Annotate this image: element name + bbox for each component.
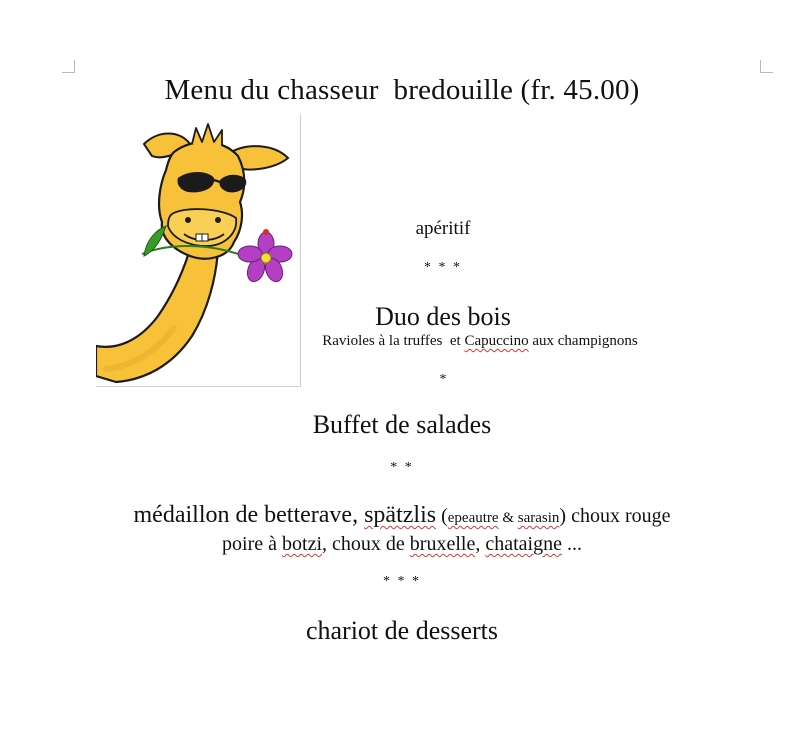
main-epeautre: epeautre <box>447 510 499 526</box>
separator-three-stars: * * * <box>424 260 462 275</box>
page-corner-mark-top-left <box>62 60 75 73</box>
main-paren-close: ) <box>559 505 567 527</box>
separator-two-stars: * * <box>390 460 414 475</box>
page-corner-mark-top-right <box>760 60 773 73</box>
course-aperitif: apéritif <box>415 218 471 239</box>
main2-chataigne: chataigne <box>485 533 562 555</box>
course-buffet-salades: Buffet de salades <box>312 410 492 439</box>
separator-one-star: * <box>439 372 447 387</box>
main-ampersand: & <box>498 510 518 526</box>
main-spatzlis: spätzlis <box>364 502 437 528</box>
camel-with-flower-drawing-icon <box>96 114 300 386</box>
main2-comma: , <box>475 533 486 555</box>
duo-description-text: Ravioles à la truffes et <box>322 333 465 349</box>
main-sarasin: sarasin <box>517 510 560 526</box>
main2-ellipsis: ... <box>561 533 582 555</box>
main-choux-rouge: choux rouge <box>566 505 671 527</box>
duo-description <box>300 333 660 350</box>
main-paren-open: ( <box>436 505 448 527</box>
course-main-line-1 <box>0 502 804 529</box>
separator-three-stars-2: * * * <box>383 574 421 589</box>
main2-bruxelle: bruxelle <box>409 533 476 555</box>
camel-illustration <box>96 114 301 387</box>
course-main-line-2 <box>0 533 804 556</box>
menu-title: Menu du chasseur bredouille (fr. 45.00) <box>164 74 640 106</box>
course-desserts: chariot de desserts <box>305 616 499 645</box>
main2-text-a: poire à <box>222 533 283 555</box>
duo-description-capuccino: Capuccino <box>464 333 529 349</box>
main2-botzi: botzi <box>282 533 323 555</box>
course-duo-des-bois: Duo des bois <box>375 302 511 331</box>
duo-description-end: aux champignons <box>528 333 638 349</box>
main2-text-c: , choux de <box>322 533 410 555</box>
main-text-a: médaillon de betterave, <box>133 502 365 528</box>
